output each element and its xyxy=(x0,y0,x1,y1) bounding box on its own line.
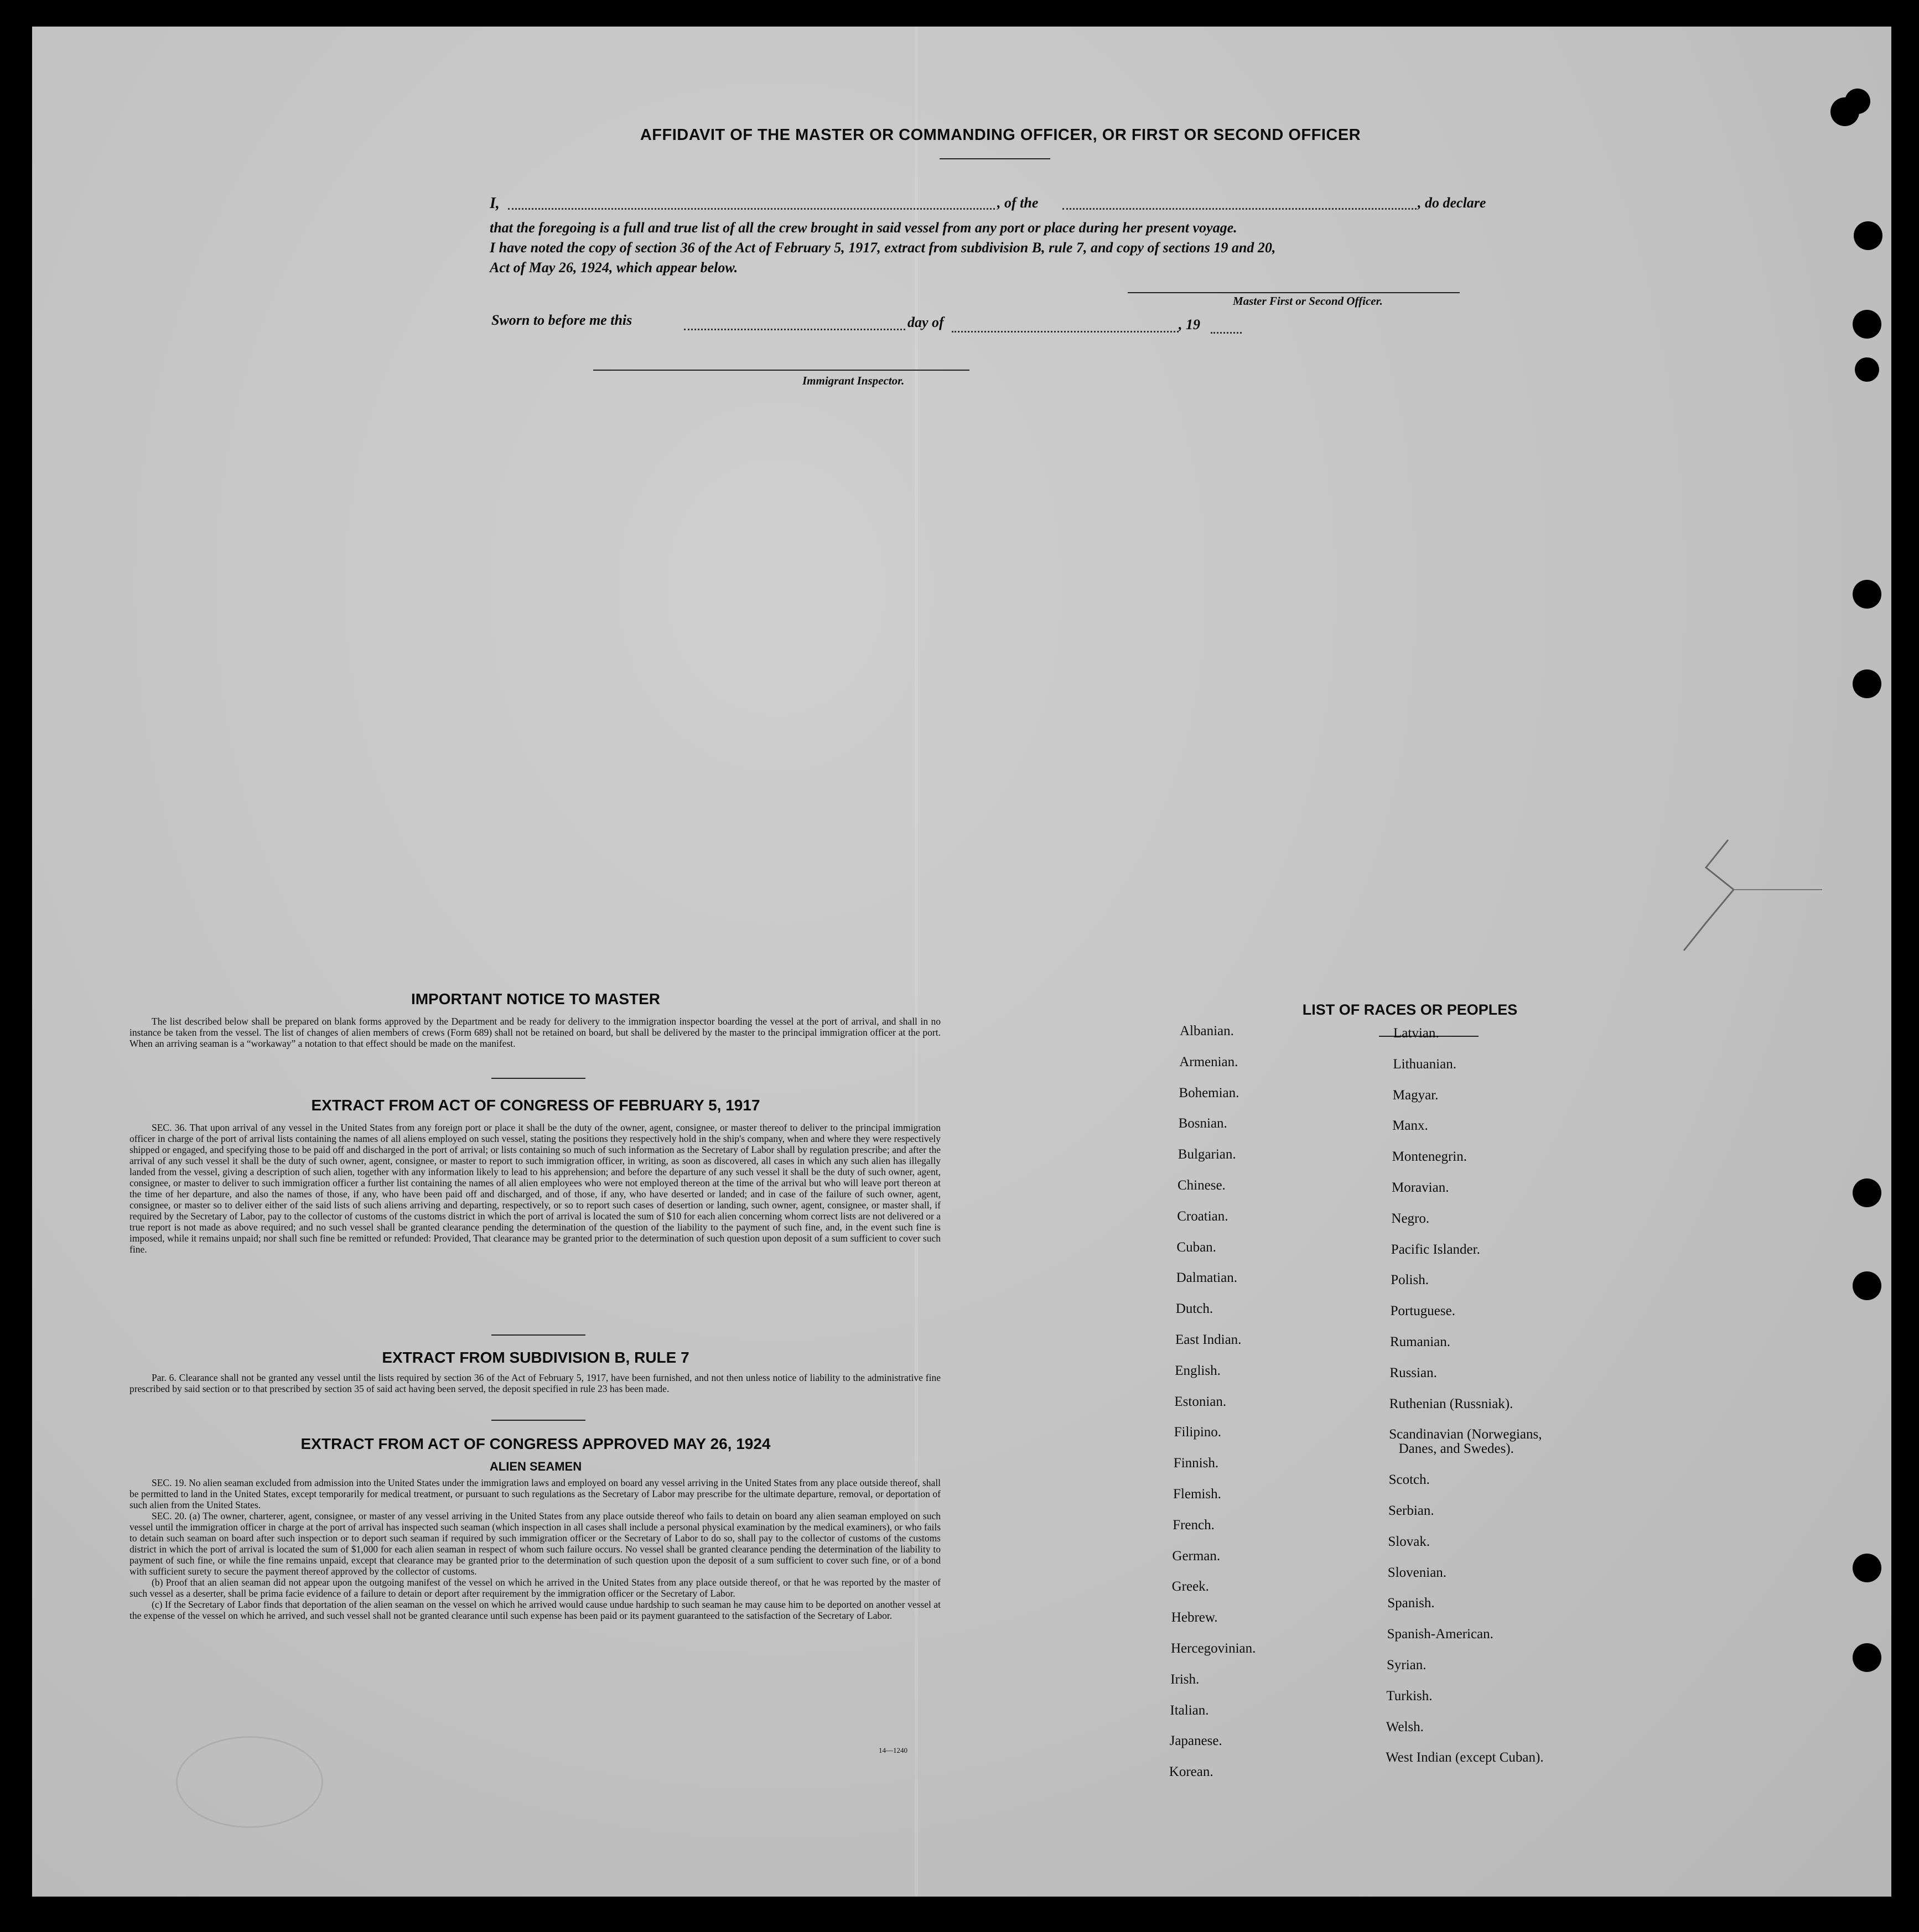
vessel-name-line xyxy=(1062,208,1417,210)
race-item: Syrian. xyxy=(1387,1658,1427,1673)
race-item: Montenegrin. xyxy=(1392,1149,1467,1165)
race-item: English. xyxy=(1175,1363,1221,1378)
extract-rule7-text: Par. 6. Clearance shall not be granted any vessel until the lists required by section 36 of the Act of February 5, 1917, have been furnished, and not then unless notice of liability to the administrative fine prescribed by said section or to that prescribed by section 35 of said act having been served, the deposit specified in rule 23 has been made. xyxy=(129,1372,941,1394)
extract-1917-title: EXTRACT FROM ACT OF CONGRESS OF FEBRUARY 5, 1917 xyxy=(311,1097,760,1114)
race-item: Hercegovinian. xyxy=(1171,1641,1256,1656)
race-item: Spanish-American. xyxy=(1387,1627,1493,1642)
race-item: Magyar. xyxy=(1392,1087,1439,1103)
race-item: Portuguese. xyxy=(1390,1303,1455,1319)
master-label: Master First or Second Officer. xyxy=(1233,294,1383,308)
affidavit-title: AFFIDAVIT OF THE MASTER OR COMMANDING OFFICER, OR FIRST OR SECOND OFFICER xyxy=(640,126,1361,144)
races-title: LIST OF RACES OR PEOPLES xyxy=(1302,1001,1518,1018)
race-item: Polish. xyxy=(1391,1273,1429,1288)
race-item: Armenian. xyxy=(1179,1054,1238,1069)
section-divider xyxy=(491,1420,585,1421)
section-divider xyxy=(491,1334,585,1336)
race-item: Slovenian. xyxy=(1387,1565,1447,1580)
section-divider xyxy=(491,1078,585,1079)
faded-stamp xyxy=(176,1736,323,1828)
punch-hole xyxy=(1853,1178,1881,1207)
punch-hole xyxy=(1853,669,1881,698)
race-item: Japanese. xyxy=(1169,1733,1222,1749)
race-item: French. xyxy=(1173,1517,1215,1533)
punch-hole xyxy=(1845,89,1870,114)
race-item: Bulgarian. xyxy=(1178,1147,1236,1162)
punch-hole xyxy=(1853,580,1881,609)
race-item: Estonian. xyxy=(1174,1394,1227,1409)
punch-hole xyxy=(1853,1271,1881,1300)
sec20c-text: (c) If the Secretary of Labor finds that deportation of the alien seaman on the vessel on which he arrived would cause undue hardship to such seaman he may cause him to be deported on another vessel at the expense of the vessel on which he arrived, and such vessel shall not be granted clearance until such expense has been paid or its payment guaranteed to the satisfaction of the Secretary of Labor. xyxy=(129,1599,941,1621)
paper-crease xyxy=(1640,834,1839,956)
declaration-line-2: that the foregoing is a full and true list of all the crew brought in said vessel from any port or place during her present voyage. xyxy=(490,220,1237,236)
race-item: Hebrew. xyxy=(1171,1610,1218,1625)
race-item: Danes, and Swedes). xyxy=(1398,1441,1514,1457)
race-item: German. xyxy=(1172,1548,1221,1564)
inspector-label: Immigrant Inspector. xyxy=(802,374,905,387)
race-item: Welsh. xyxy=(1386,1719,1424,1734)
race-item: Serbian. xyxy=(1388,1503,1434,1518)
inspector-signature-line xyxy=(593,370,969,371)
race-item: Korean. xyxy=(1169,1764,1213,1780)
punch-hole xyxy=(1853,310,1881,339)
extract-1924-subtitle: ALIEN SEAMEN xyxy=(489,1460,582,1473)
punch-hole xyxy=(1855,357,1879,382)
sec20b-text: (b) Proof that an alien seaman did not appear upon the outgoing manifest of the vessel on which he arrived in the United States from any place outside thereof, or that he was reported by the master of such vessel as a deserter, shall be prima facie evidence of a failure to detain or deport after requirement by the immigration officer or the Secretary of Labor. xyxy=(129,1577,941,1599)
race-item: Filipino. xyxy=(1174,1425,1222,1440)
race-item: Cuban. xyxy=(1176,1239,1216,1255)
sec19-text: SEC. 19. No alien seaman excluded from admission into the United States under the immigration laws and employed on board any vessel arriving in the United States from any place outside thereof, shall be permitted to land in the United States, except temporarily for medical treatment, or pursuant to such regulations as the Secretary of Labor may prescribe for the ultimate departure, removal, or deportation of such alien from the United States. xyxy=(129,1477,941,1510)
extract-1917-paragraph xyxy=(129,1122,941,1255)
notice-text: The list described below shall be prepared on blank forms approved by the Department and be ready for delivery to the immigration inspector boarding the vessel at the port of arrival, and shall in no instance be taken from the vessel. The list of changes of alien members of crews (Form 689) shall not be retained on board, but shall be delivered by the master to the principal immigration officer at the port. When an arriving seaman is a “workaway” a notation to that effect should be made on the manifest. xyxy=(129,1016,941,1049)
race-item: Lithuanian. xyxy=(1393,1056,1456,1072)
master-name-line xyxy=(508,208,995,210)
race-item: Manx. xyxy=(1392,1118,1428,1134)
sworn-year-line xyxy=(1211,332,1242,334)
race-item: Chinese. xyxy=(1178,1178,1226,1193)
race-item: Bohemian. xyxy=(1179,1085,1239,1100)
declaration-text xyxy=(490,218,1541,278)
punch-hole xyxy=(1854,221,1882,250)
race-item: Slovak. xyxy=(1388,1534,1430,1549)
master-signature-line xyxy=(1128,292,1460,293)
do-declare-label: , do declare xyxy=(1418,195,1486,211)
form-number: 14—1240 xyxy=(879,1746,907,1754)
punch-hole xyxy=(1853,1554,1881,1582)
race-item: Croatian. xyxy=(1177,1208,1228,1224)
race-item: Finnish. xyxy=(1173,1456,1219,1471)
declaration-line-4: Act of May 26, 1924, which appear below. xyxy=(490,259,738,276)
document-page xyxy=(32,27,1891,1897)
race-item: Rumanian. xyxy=(1390,1334,1451,1349)
day-of-label: day of xyxy=(907,314,944,330)
extract-1924-paragraphs xyxy=(129,1477,941,1621)
race-item: Italian. xyxy=(1170,1702,1209,1718)
extract-1924-title: EXTRACT FROM ACT OF CONGRESS APPROVED MAY 26, 1924 xyxy=(300,1435,771,1452)
race-item: Russian. xyxy=(1389,1365,1437,1380)
title-underline xyxy=(940,158,1050,159)
race-item: Ruthenian (Russniak). xyxy=(1389,1396,1513,1411)
race-item: Dutch. xyxy=(1175,1301,1213,1317)
race-item: West Indian (except Cuban). xyxy=(1386,1750,1544,1765)
race-item: Scotch. xyxy=(1388,1472,1430,1488)
race-item: Flemish. xyxy=(1173,1487,1221,1502)
extract-rule7-title: EXTRACT FROM SUBDIVISION B, RULE 7 xyxy=(382,1349,689,1366)
i-label: I, xyxy=(490,195,500,212)
sec20a-text: SEC. 20. (a) The owner, charterer, agent, consignee, or master of any vessel arriving in the United States from any place outside thereof who fails to detain on board any alien seaman employed on such vessel until the immigration officer in charge at the port of arrival has inspected such seaman (which inspection in all cases shall include a personal physical examination by the medical examiners), or who fails to detain such seaman on board after such inspection or to deport such seaman if required by such immigration officer or the Secretary of Labor to do so, shall pay to the collector of customs of the customs district in which the port of arrival is located the sum of $1,000 for each alien seaman in respect of whom such failure occurs. No vessel shall be granted clearance pending the determination of the liability to payment of such fine, or while the fine remains unpaid, except that clearance may be granted prior to the determination of such question upon the deposit of a sum sufficient to cover such fine, or of a bond with sufficient surety to secure the payment thereof approved by the collector of customs. xyxy=(129,1510,941,1577)
race-item: Moravian. xyxy=(1392,1180,1449,1195)
race-item: Scandinavian (Norwegians, xyxy=(1389,1427,1542,1442)
race-item: Spanish. xyxy=(1387,1596,1435,1611)
race-item: Greek. xyxy=(1171,1579,1209,1595)
race-item: Latvian. xyxy=(1393,1026,1439,1041)
race-item: Irish. xyxy=(1170,1671,1200,1687)
punch-hole xyxy=(1853,1643,1881,1672)
year-label: , 19 xyxy=(1179,316,1200,333)
notice-paragraph xyxy=(129,1016,941,1049)
sworn-day-line xyxy=(684,329,905,330)
sworn-month-line xyxy=(952,331,1179,333)
of-the-label: , of the xyxy=(997,195,1039,211)
race-item: Bosnian. xyxy=(1178,1116,1227,1131)
race-item: East Indian. xyxy=(1175,1332,1242,1347)
notice-title: IMPORTANT NOTICE TO MASTER xyxy=(411,990,661,1007)
race-item: Dalmatian. xyxy=(1176,1270,1237,1286)
declaration-line-3: I have noted the copy of section 36 of the Act of February 5, 1917, extract from subdivision B, rule 7, and copy of sections 19 and 20, xyxy=(490,240,1276,256)
extract-rule7-paragraph xyxy=(129,1372,941,1394)
race-item: Negro. xyxy=(1391,1211,1430,1226)
race-item: Albanian. xyxy=(1180,1024,1234,1038)
race-item: Turkish. xyxy=(1386,1688,1433,1704)
race-item: Pacific Islander. xyxy=(1391,1242,1480,1257)
sworn-label: Sworn to before me this xyxy=(491,312,632,328)
extract-1917-text: SEC. 36. That upon arrival of any vessel in the United States from any foreign port or place it shall be the duty of the owner, agent, consignee, or master thereof to deliver to the principal immigration officer in charge of the port of arrival lists containing the names of all aliens employed on such vessel, stating the positions they respectively hold in the ship's company, when and where they were respectively shipped or engaged, and specifying those to be paid off and discharged in the port of arrival; or lists containing so much of such information as the Secretary of Labor shall by regulation prescribe; and after the arrival of any such vessel it shall be the duty of such owner, agent, consignee, or master to report to such immigration officer, in writing, as soon as discovered, all cases in which any such alien has illegally landed from the vessel, giving a description of such alien, together with any information likely to lead to his apprehension; and before the departure of any such vessel it shall be the duty of such owner, agent, consignee, or master to deliver to such immigration officer a further list containing the names of all alien employees who were not employed thereon at the time of the arrival but who will leave port thereon at the time of her departure, and also the names of those, if any, who have been paid off and discharged, and of those, if any, who have deserted or landed; and in case of the failure of such owner, agent, consignee, or master so to deliver either of the said lists of such aliens arriving and departing, respectively, or so to report such cases of desertion or landing, such owner, agent, consignee, or master shall, if required by the Secretary of Labor, pay to the collector of customs of the customs district in which the port of arrival is located the sum of $10 for each alien concerning whom correct lists are not delivered or a true report is not made as above required; and no such vessel shall be granted clearance pending the determination of the question of the liability to the payment of such fine, and, in the event such fine is imposed, while it remains unpaid; nor shall such fine be remitted or refunded: Provided, That clearance may be granted prior to the determination of such question upon deposit of a sum sufficient to cover such fine. xyxy=(129,1122,941,1255)
